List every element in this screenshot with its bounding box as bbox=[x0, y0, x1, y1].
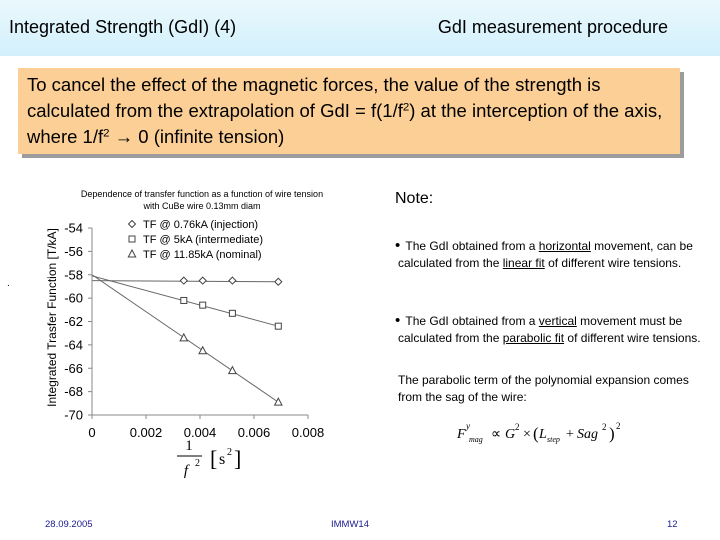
intro-part2: ) at the interception of the axis, where 1/f bbox=[27, 100, 663, 147]
footer-date: 28.09.2005 bbox=[45, 519, 93, 530]
formula-lhs-sub: mag bbox=[469, 435, 483, 444]
x-label-numerator: 1 bbox=[185, 438, 193, 454]
data-point-diamond bbox=[180, 277, 187, 284]
legend-label: TF @ 11.85kA (nominal) bbox=[143, 249, 262, 261]
data-point-square bbox=[181, 297, 187, 303]
section-title: GdI measurement procedure bbox=[437, 17, 668, 37]
legend-marker-triangle bbox=[128, 250, 135, 257]
chart-title-line: Dependence of transfer function as a function of wire tension bbox=[80, 189, 324, 199]
y-tick-label: -54 bbox=[64, 220, 83, 236]
data-point-diamond bbox=[275, 278, 282, 285]
data-point-triangle bbox=[180, 334, 187, 341]
intro-sup1: 2 bbox=[402, 101, 410, 114]
legend-marker-diamond bbox=[129, 221, 136, 228]
note-vertical bbox=[395, 312, 708, 347]
footer-page-number: 12 bbox=[667, 519, 678, 530]
y-tick-label: -68 bbox=[64, 384, 83, 400]
formula-lhs: F bbox=[457, 427, 466, 442]
note1-underline-2: linear fit bbox=[502, 256, 545, 270]
stray-mark: . bbox=[7, 278, 10, 289]
note1-text-b: movement, can be calculated from the bbox=[398, 239, 693, 270]
x-axis-label bbox=[177, 438, 241, 479]
formula-sag: Sag bbox=[577, 427, 598, 442]
note2-text-b: movement must be calculated from the bbox=[398, 314, 683, 345]
y-tick-label: -62 bbox=[64, 314, 83, 329]
intro-box bbox=[18, 68, 680, 154]
y-tick-label: -64 bbox=[64, 337, 83, 353]
sag-formula bbox=[455, 418, 655, 448]
formula-l-sub: step bbox=[547, 435, 560, 444]
note2-text-c: of different wire tensions. bbox=[564, 331, 701, 345]
x-tick-label: 0.002 bbox=[129, 425, 163, 440]
data-points bbox=[180, 277, 282, 405]
bullet-icon: • bbox=[395, 237, 401, 254]
formula-lhs-sup: y bbox=[466, 421, 470, 431]
x-label-unit: s bbox=[219, 451, 226, 468]
data-point-triangle bbox=[275, 398, 282, 405]
x-tick-label: 0.008 bbox=[291, 425, 325, 440]
footer-conference: IMMW14 bbox=[331, 519, 369, 530]
x-label-unit-sup: 2 bbox=[227, 447, 232, 458]
note2-underline-1: vertical bbox=[538, 314, 577, 328]
formula-times: × bbox=[523, 427, 531, 442]
data-point-diamond bbox=[229, 277, 236, 284]
formula-l: L bbox=[539, 427, 547, 442]
chart-title bbox=[81, 189, 323, 211]
y-tick-label: -60 bbox=[64, 290, 83, 306]
slide-title: Integrated Strength (GdI) (4) bbox=[9, 17, 237, 37]
formula-sag-sup: 2 bbox=[602, 422, 607, 432]
y-axis-label-text: Integrated Trasfer Function [T/kA] bbox=[45, 228, 59, 407]
x-label-bracket-close: ] bbox=[234, 446, 242, 471]
formula-close-paren: ) bbox=[609, 424, 615, 443]
x-tick-label: 0.006 bbox=[237, 425, 271, 440]
formula-g-sup: 2 bbox=[515, 422, 520, 432]
note2-underline-2: parabolic fit bbox=[502, 331, 565, 345]
y-tick-label: -66 bbox=[64, 360, 83, 376]
legend-marker-square bbox=[129, 236, 135, 242]
intro-text bbox=[27, 72, 677, 150]
bullet-icon: • bbox=[395, 312, 401, 329]
note1-text-c: of different wire tensions. bbox=[544, 256, 682, 270]
x-label-denominator: f bbox=[183, 463, 189, 479]
formula-g: G bbox=[505, 427, 516, 442]
note2-text-a: The GdI obtained from a bbox=[405, 314, 539, 328]
chart-title-line: with CuBe wire 0.13mm diam bbox=[143, 201, 261, 211]
legend-label: TF @ 0.76kA (injection) bbox=[143, 219, 259, 231]
transfer-function-chart bbox=[0, 150, 380, 490]
formula-open-paren: ( bbox=[533, 424, 539, 443]
chart-legend bbox=[128, 219, 263, 261]
y-tick-label: -58 bbox=[64, 267, 83, 283]
legend-label: TF @ 5kA (intermediate) bbox=[143, 234, 263, 246]
x-tick-label: 0.004 bbox=[183, 425, 217, 440]
data-point-diamond bbox=[199, 277, 206, 284]
x-label-bracket-open: [ bbox=[210, 446, 218, 471]
formula-proportional: ∝ bbox=[491, 427, 502, 442]
note-horizontal bbox=[395, 237, 708, 272]
data-point-square bbox=[200, 302, 206, 308]
formula-outer-sup: 2 bbox=[616, 421, 621, 431]
note-title: Note: bbox=[395, 190, 434, 207]
intro-part1: To cancel the effect of the magnetic forces, the value of the strength is calculated from the extrapolation of GdI = f(1/f bbox=[27, 74, 601, 121]
arrow-symbol: → bbox=[109, 126, 139, 147]
data-point-triangle bbox=[199, 347, 206, 354]
intro-part3: 0 (infinite tension) bbox=[138, 126, 285, 147]
formula-plus: + bbox=[566, 427, 574, 442]
note1-underline-1: horizontal bbox=[538, 239, 591, 253]
data-point-triangle bbox=[229, 367, 236, 374]
intro-sup2: 2 bbox=[103, 127, 110, 140]
y-axis-label bbox=[45, 228, 59, 407]
y-tick-label: -70 bbox=[64, 407, 83, 423]
note-parabolic: The parabolic term of the polynomial expansion comes from the sag of the wire: bbox=[398, 373, 689, 404]
y-tick-label: -56 bbox=[64, 243, 83, 259]
data-point-square bbox=[275, 323, 281, 329]
x-label-den-sup: 2 bbox=[195, 458, 200, 469]
note1-text-a: The GdI obtained from a bbox=[405, 239, 539, 253]
data-point-square bbox=[229, 310, 235, 316]
x-tick-label: 0 bbox=[88, 425, 96, 440]
